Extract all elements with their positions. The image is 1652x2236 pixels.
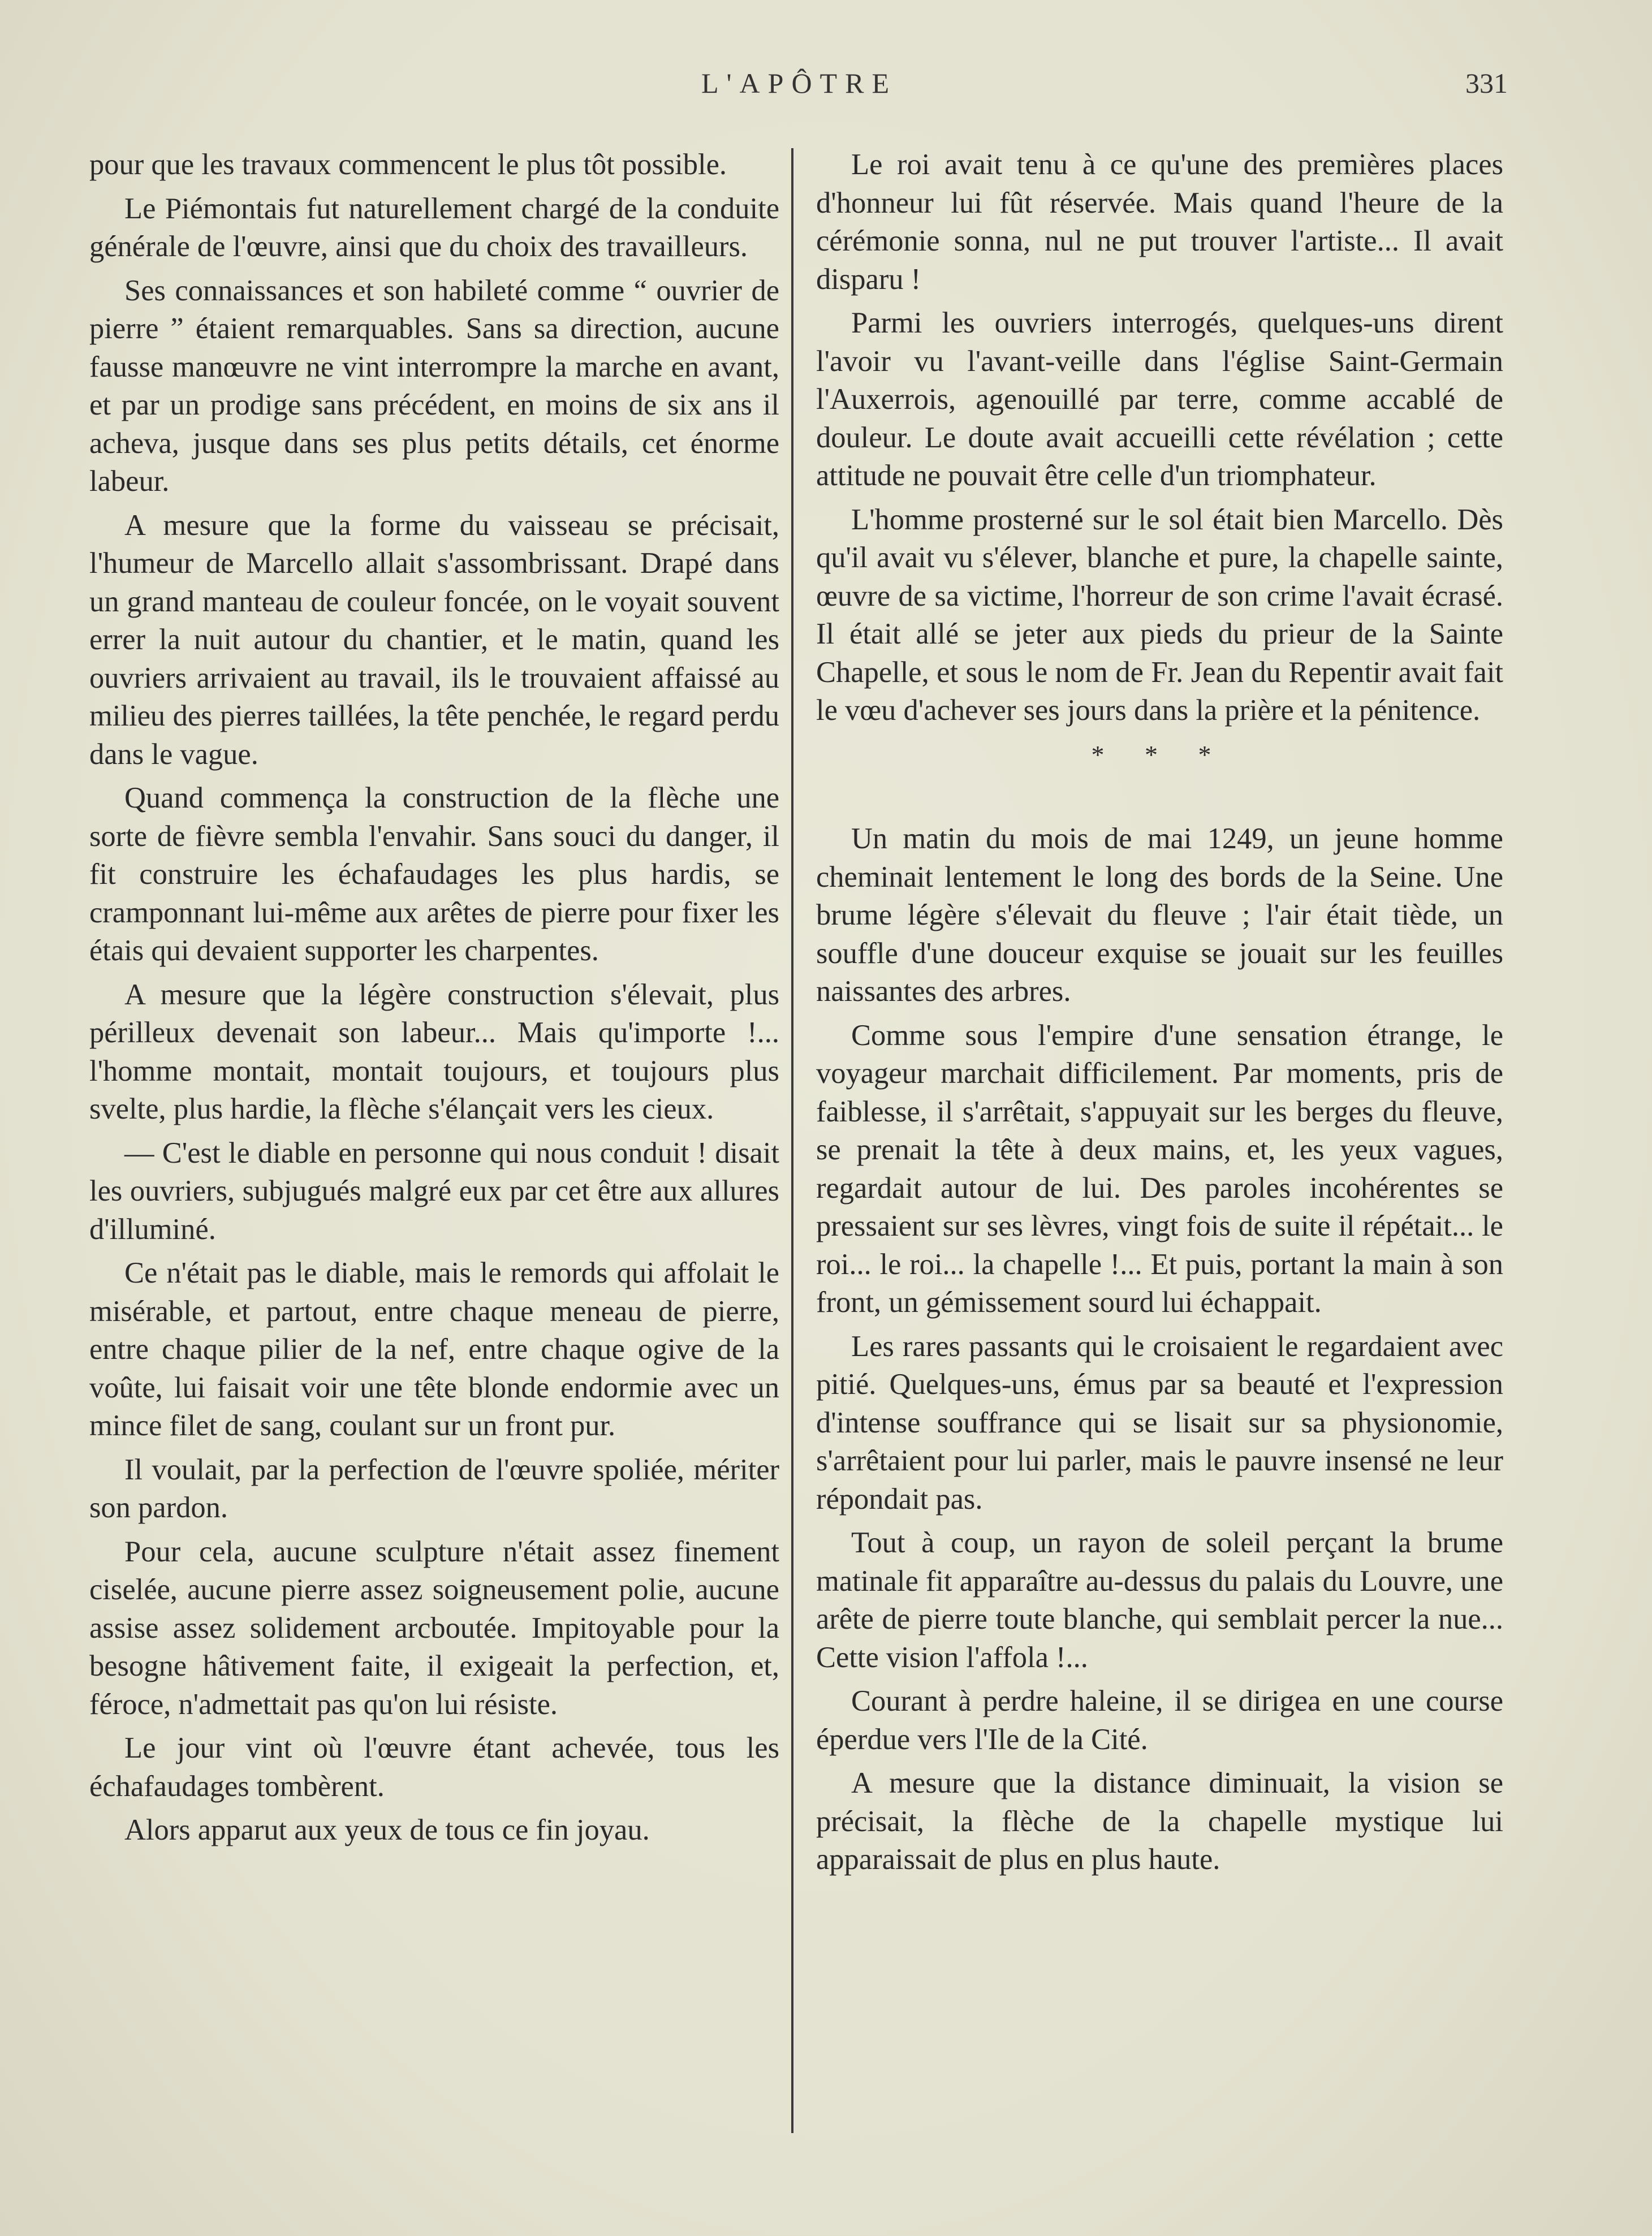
paragraph: L'homme prosterné sur le sol était bien Marcello. Dès qu'il avait vu s'élever, blanche et pure, la chapelle sainte, œuvre de sa victime, l'horreur de son crime l'avait écrasé. Il était allé se jeter aux pieds du prieur de la Sainte Chapelle, et sous le nom de Fr. Jean du Repentir avait fait le vœu d'achever ses jours dans la prière et la pénitence. [816,503,1503,727]
paragraph: Le roi avait tenu à ce qu'une des premières places d'honneur lui fût réservée. Mais quand l'heure de la cérémonie sonna, nul ne put trouver l'artiste... Il avait disparu ! [816,148,1503,296]
left-column [89,146,779,1855]
paragraph: Quand commença la construction de la flèche une sorte de fièvre sembla l'envahir. Sans souci du danger, il fit construire les échafaudages les plus hardis, se cramponnant lui-même aux arêtes de pierre pour fixer les étais qui devaient supporter les charpentes. [89,782,779,967]
column-divider [791,148,793,2133]
paragraph: Le Piémontais fut naturellement chargé de la conduite générale de l'œuvre, ainsi que du choix des travailleurs. [89,192,779,263]
paragraph: Il voulait, par la perfection de l'œuvre spoliée, mériter son pardon. [89,1453,779,1524]
paragraph: Tout à coup, un rayon de soleil perçant la brume matinale fit apparaître au-dessus du palais du Louvre, une arête de pierre toute blanche, qui semblait percer la nue... Cette vision l'affola !... [816,1526,1503,1674]
page-header [90,67,1508,106]
paragraph: Un matin du mois de mai 1249, un jeune homme cheminait lentement le long des bords de la Seine. Une brume légère s'élevait du fleuve ; l'air était tiède, un souffle d'une douceur exquise se jouait sur les feuilles naissantes des arbres. [816,822,1503,1008]
paragraph: Le jour vint où l'œuvre étant achevée, tous les échafaudages tombèrent. [89,1732,779,1803]
paragraph: Pour cela, aucune sculpture n'était assez finement ciselée, aucune pierre assez soigneusement polie, aucune assise assez solidement arcboutée. Impitoyable pour la besogne hâtivement faite, il exigeait la perfection, et, féroce, n'admettait pas qu'on lui résiste. [89,1535,779,1721]
paragraph: pour que les travaux commencent le plus tôt possible. [89,148,727,181]
section-separator: * * * [1091,740,1228,769]
right-column [816,146,1503,1885]
paragraph: Parmi les ouvriers interrogés, quelques-uns dirent l'avoir vu l'avant-veille dans l'église Saint-Germain l'Auxerrois, agenouillé par terre, comme accablé de douleur. Le doute avait accueilli cette révélation ; cette attitude ne pouvait être celle d'un triomphateur. [816,307,1503,492]
paragraph: Comme sous l'empire d'une sensation étrange, le voyageur marchait difficilement. Par moments, pris de faiblesse, il s'arrêtait, s'appuyait sur les berges du fleuve, se prenait la tête à deux mains, et, les yeux vagues, regardait autour de lui. Des paroles incohérentes se pressaient sur ses lèvres, vingt fois de suite il répétait... le roi... le roi... la chapelle !... Et puis, portant la main à son front, un gémissement sourd lui échappait. [816,1018,1503,1319]
paragraph: Ce n'était pas le diable, mais le remords qui affolait le misérable, et partout, entre chaque meneau de pierre, entre chaque pilier de la nef, entre chaque ogive de la voûte, lui faisait voir une tête blonde endormie avec un mince filet de sang, coulant sur un front pur. [89,1257,779,1442]
paragraph: A mesure que la légère construction s'élevait, plus périlleux devenait son labeur... Mais qu'importe !... l'homme montait, montait toujours, et toujours plus svelte, plus hardie, la flèche s'élançait vers les cieux. [89,978,779,1125]
running-title: L'APÔTRE [701,67,897,99]
paragraph: — C'est le diable en personne qui nous conduit ! disait les ouvriers, subjugués malgré eux par cet être aux allures d'illuminé. [89,1136,779,1246]
paragraph: Ses connaissances et son habileté comme “ ouvrier de pierre ” étaient remarquables. Sans sa direction, aucune fausse manœuvre ne vint interrompre la marche en avant, et par un prodige sans précédent, en moins de six ans il acheva, jusque dans ses plus petits détails, cet énorme labeur. [89,274,779,498]
paragraph: A mesure que la distance diminuait, la vision se précisait, la flèche de la chapelle mystique lui apparaissait de plus en plus haute. [816,1767,1503,1876]
paragraph: Alors apparut aux yeux de tous ce fin joyau. [124,1814,650,1846]
paragraph: Courant à perdre haleine, il se dirigea en une course éperdue vers l'Ile de la Cité. [816,1685,1503,1756]
paragraph: Les rares passants qui le croisaient le regardaient avec pitié. Quelques-uns, émus par sa beauté et l'expression d'intense souffrance qui se lisait sur sa physionomie, s'arrêtaient pour lui parler, mais le pauvre insensé ne leur répondait pas. [816,1329,1503,1516]
page-number: 331 [1465,67,1508,99]
paragraph: A mesure que la forme du vaisseau se précisait, l'humeur de Marcello allait s'assombrissant. Drapé dans un grand manteau de couleur foncée, on le voyait souvent errer la nuit autour du chantier, et le matin, quand les ouvriers arrivaient au travail, ils le trouvaient affaissé au milieu des pierres taillées, la tête penchée, le regard perdu dans le vague. [89,508,779,771]
